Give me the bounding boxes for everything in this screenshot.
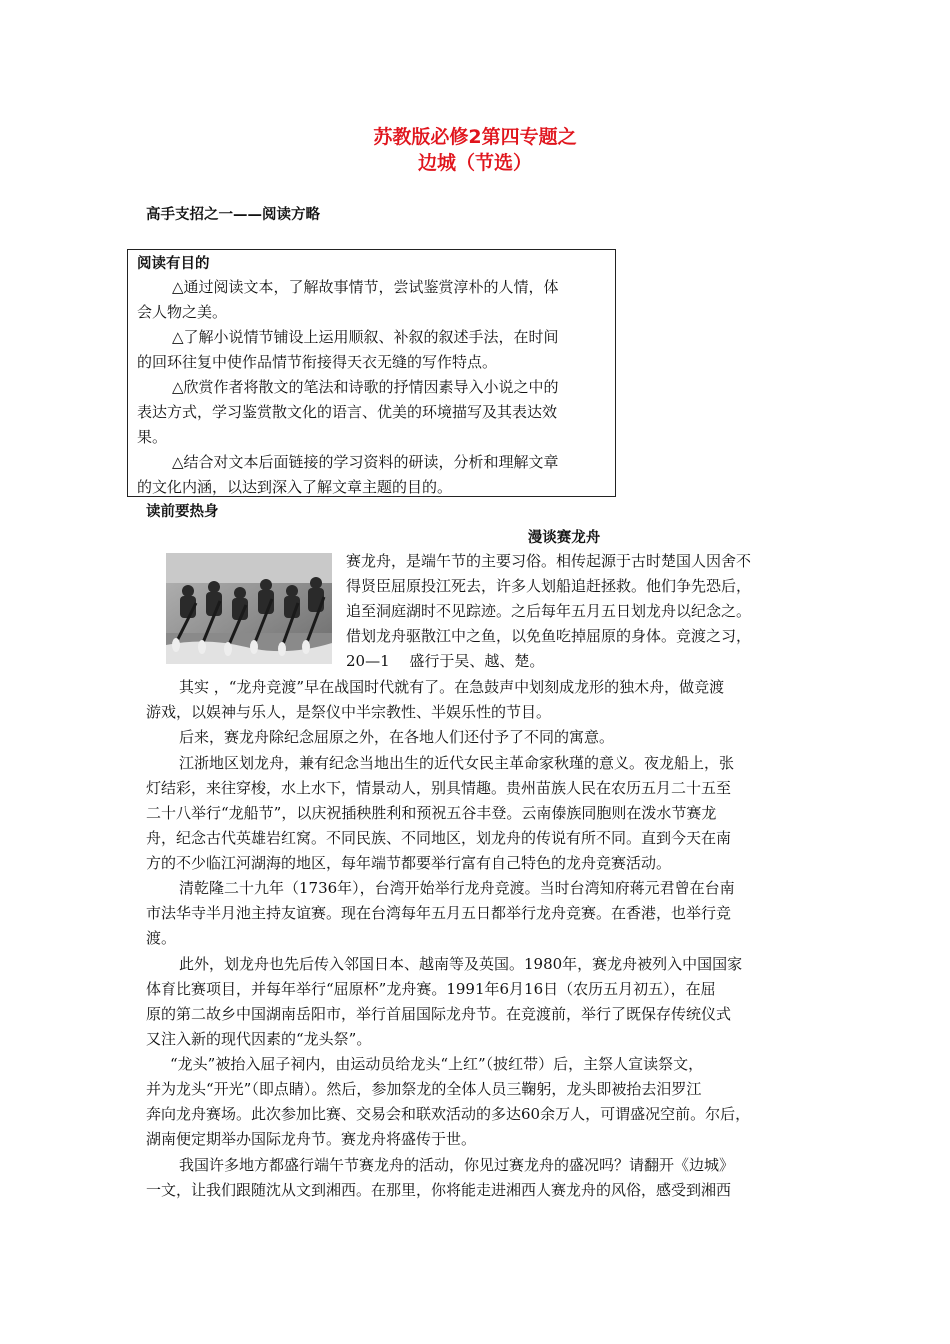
article-body-line: 游戏，以娱神与乐人，是祭仪中半宗教性、半娱乐性的节目。 [146, 703, 552, 721]
goal-line: △通过阅读文本，了解故事情节，尝试鉴赏淳朴的人情，体 [172, 278, 559, 296]
article-body-line: 又注入新的现代因素的“龙头祭”。 [146, 1030, 372, 1048]
article-intro-line: 得贤臣屈原投江死去，许多人划船追赶拯救。他们争先恐后， [346, 577, 752, 595]
goal-line: △欣赏作者将散文的笔法和诗歌的抒情因素导入小说之中的 [172, 378, 559, 396]
article-body-line: 湖南便定期举办国际龙舟节。赛龙舟将盛传于世。 [146, 1130, 477, 1148]
article-body-line: 后来，赛龙舟除纪念屈原之外，在各地人们还付予了不同的寓意。 [179, 728, 615, 746]
article-body-line: 清乾隆二十九年（1736年），台湾开始举行龙舟竞渡。当时台湾知府蒋元君曾在台南 [179, 879, 735, 897]
article-body-line: 其实 ，“龙舟竞渡”早在战国时代就有了。在急鼓声中划刻成龙形的独木舟，做竞渡 [179, 678, 725, 696]
article-body-line: 原的第二故乡中国湖南岳阳市，举行首届国际龙舟节。在竞渡前，举行了既保存传统仪式 [146, 1005, 732, 1023]
article-intro-line: 借划龙舟驱散江中之鱼，以免鱼吃掉屈原的身体。竞渡之习， [346, 627, 752, 645]
article-title: 漫谈赛龙舟 [527, 530, 601, 546]
goal-line: 的回环往复中使作品情节衔接得天衣无缝的写作特点。 [137, 353, 498, 371]
goal-line: 会人物之美。 [137, 303, 228, 321]
article-body-line: 市法华寺半月池主持友谊赛。现在台湾每年五月五日都举行龙舟竞赛。在香港，也举行竞 [146, 904, 732, 922]
goal-line: △结合对文本后面链接的学习资料的研读，分析和理解文章 [172, 453, 559, 471]
doc-title-line2: 边城（节选） [417, 152, 532, 174]
article-body-line: 此外，划龙舟也先后传入邻国日本、越南等及英国。1980年，赛龙舟被列入中国国家 [179, 955, 743, 973]
article-body-line: 灯结彩，来往穿梭，水上水下，情景动人，别具情趣。贵州苗族人民在农历五月二十五至 [146, 779, 732, 797]
article-body-line: 一文，让我们跟随沈从文到湘西。在那里，你将能走进湘西人赛龙舟的风俗，感受到湘西 [146, 1181, 732, 1199]
article-intro-line: 20—1 盛行于吴、越、楚。 [346, 652, 545, 670]
article-body-line: 江浙地区划龙舟，兼有纪念当地出生的近代女民主革命家秋瑾的意义。夜龙船上，张 [179, 754, 735, 772]
doc-title-line1: 苏教版必修2第四专题之 [373, 126, 577, 148]
article-body-line: 方的不少临江河湖海的地区，每年端节都要举行富有自己特色的龙舟竞赛活动。 [146, 854, 672, 872]
goal-line: △了解小说情节铺设上运用顺叙、补叙的叙述手法，在时间 [172, 328, 559, 346]
article-intro-line: 赛龙舟，是端午节的主要习俗。相传起源于古时楚国人因舍不 [346, 552, 752, 570]
article-body-line: 体育比赛项目，并每年举行“屈原杯”龙舟赛。1991年6月16日（农历五月初五），在屈 [146, 980, 716, 998]
dragon-boat-race-photo-icon [166, 553, 332, 664]
article-body-line: 奔向龙舟赛场。此次参加比赛、交易会和联欢活动的多达60余万人，可谓盛况空前。尔后， [146, 1105, 751, 1123]
section-heading-reading-strategy: 高手支招之一——阅读方略 [146, 207, 320, 223]
section-heading-warmup: 读前要热身 [146, 504, 219, 520]
article-body-line: 我国许多地方都盛行端午节赛龙舟的活动，你见过赛龙舟的盛况吗？请翻开《边城》 [179, 1156, 735, 1174]
article-body-line: “龙头”被抬入屈子祠内，由运动员给龙头“上红”（披红带）后，主祭人宣读祭文， [170, 1055, 704, 1073]
article-body-line: 并为龙头“开光”（即点睛）。然后，参加祭龙的全体人员三鞠躬，龙头即被抬去汨罗江 [146, 1080, 702, 1098]
goal-line: 表达方式，学习鉴赏散文化的语言、优美的环境描写及其表达效 [137, 403, 558, 421]
article-body-line: 二十八举行“龙船节”，以庆祝插秧胜利和预祝五谷丰登。云南傣族同胞则在泼水节赛龙 [146, 804, 717, 822]
goal-line: 的文化内涵，以达到深入了解文章主题的目的。 [137, 478, 453, 496]
reading-goals-heading: 阅读有目的 [137, 256, 210, 272]
article-body-line: 舟，纪念古代英雄岩红窝。不同民族、不同地区，划龙舟的传说有所不同。直到今天在南 [146, 829, 732, 847]
article-body-line: 渡。 [146, 929, 177, 947]
article-intro-line: 追至洞庭湖时不见踪迹。之后每年五月五日划龙舟以纪念之。 [346, 602, 752, 620]
goal-line: 果。 [137, 428, 168, 446]
